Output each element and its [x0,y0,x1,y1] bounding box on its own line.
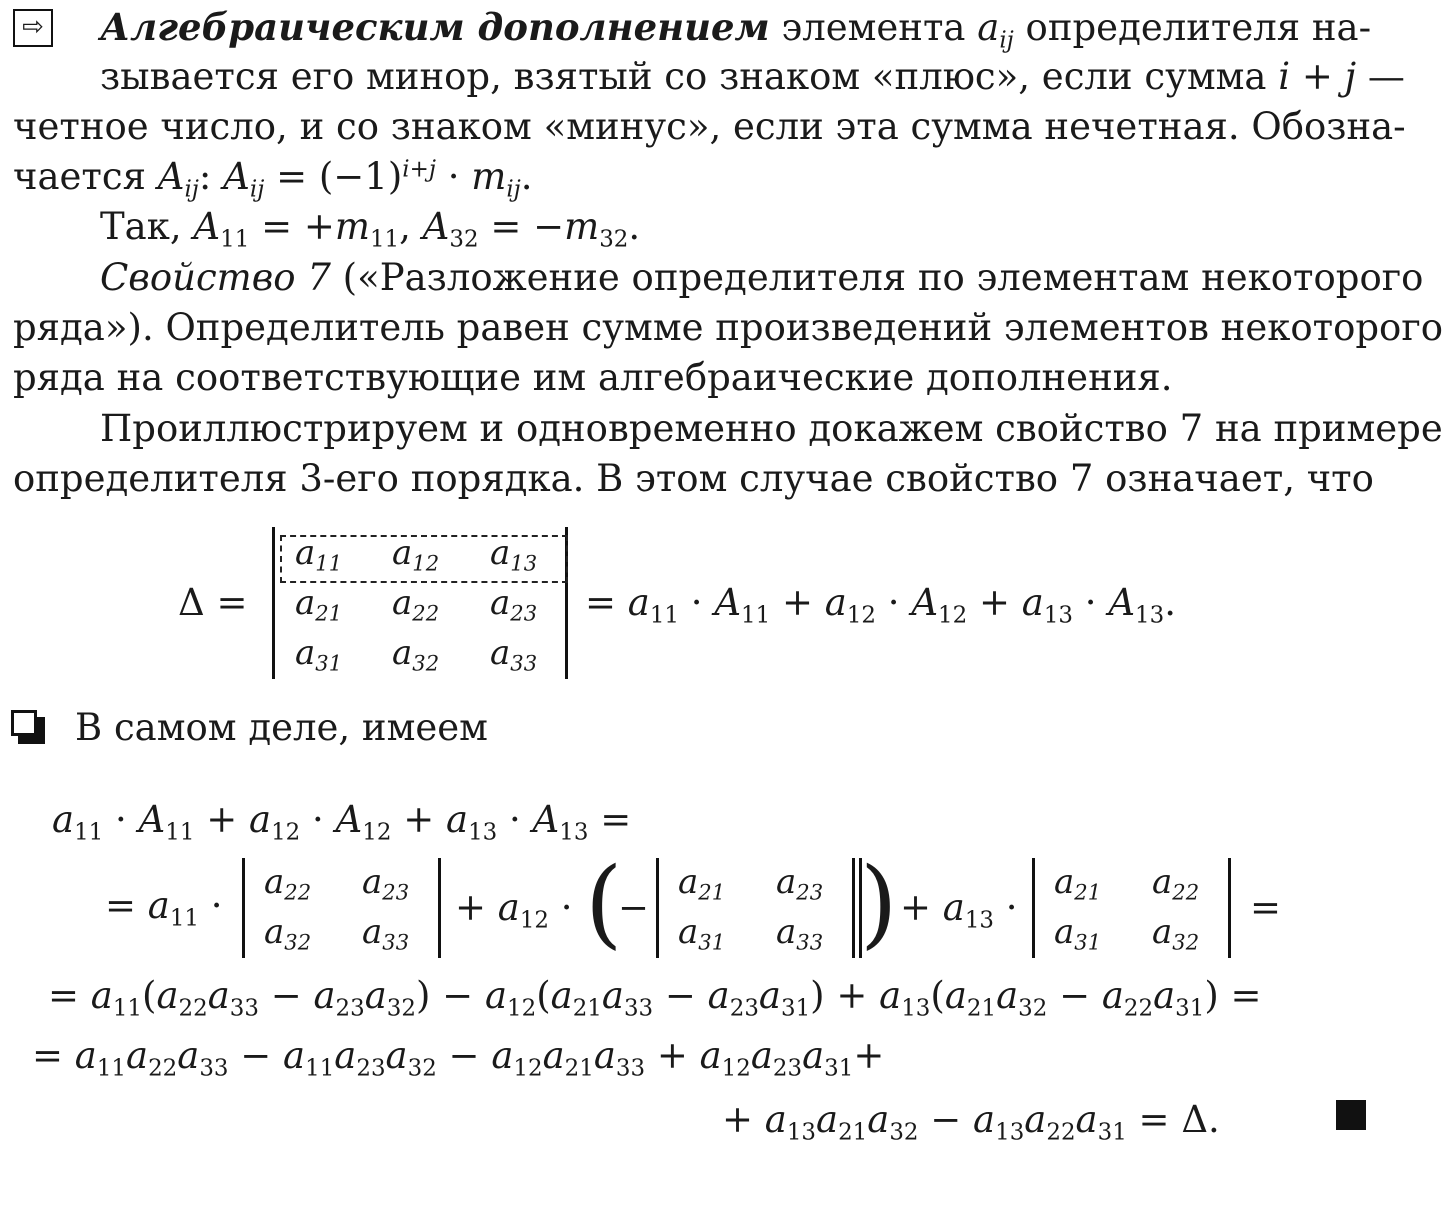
definition-line-1 [100,4,1372,54]
definition-text: элемента [781,6,966,49]
matrix-cell: $a_{33}$ [776,912,824,955]
formula: $a_{ij}$ [977,6,1014,54]
matrix-cell: $a_{32}$ [392,633,440,676]
formula: $A_{ij}$: $A_{ij} = (-1)^{i+j} \cdot m_{ij}$. [157,155,533,203]
matrix-cell: $a_{31}$ [295,633,343,676]
matrix-cell: $a_{21}$ [295,583,343,626]
property-text: («Разложение определителя по элементам некоторого [342,256,1424,299]
property-text: ряда»). Определитель равен сумме произведений элементов некоторого [13,306,1443,349]
matrix-cell: $a_{31}$ [678,912,726,955]
matrix-cell: $a_{32}$ [1152,912,1200,955]
property-line-3 [13,355,1173,401]
matrix-cell: $a_{31}$ [1054,912,1102,955]
proof-line-3: = $a_{11}(a_{22}a_{33} - a_{23}a_{32}) - a_{12}(a_{21}a_{33} - a_{23}a_{31}) + a_{13}(a_{21}a_{32} - a_{22}a_{31})$ = [48,974,1262,1022]
qed-icon [1336,1100,1366,1130]
definition-line-2: зывается его минор, взятый со знаком «плюс», если сумма i + j — [100,55,1405,98]
minor-12 [656,858,862,958]
definition-text: чается [13,155,146,198]
proof-line-1: $a_{11} \cdot A_{11} + a_{12} \cdot A_{12} + a_{13} \cdot A_{13}$ = [52,798,632,846]
minor-11 [242,858,446,958]
definition-line-5 [100,204,641,253]
matrix-cell: $a_{23}$ [490,583,538,626]
property-line-2 [13,305,1443,351]
definition-text: определителя на- [1025,6,1372,49]
determinant-3x3 [270,527,575,679]
matrix-cell: $a_{13}$ [490,533,538,576]
proof-line-5: + $a_{13}a_{21}a_{32} - a_{13}a_{22}a_{31} = \Delta$. [722,1098,1220,1146]
det-bar-left [272,527,275,679]
proof-intro-text: В самом деле, имеем [75,706,488,749]
property-text: ряда на соответствующие им алгебраические дополнения. [13,356,1173,399]
right-paren: ) [860,847,898,959]
proof-line-2-start: = $a_{11}$ · [105,884,223,932]
definition-line-3 [13,104,1406,150]
expansion-formula: = $a_{11} \cdot A_{11} + a_{12} \cdot A_{12} + a_{13} \cdot A_{13}$. [585,581,1176,629]
matrix-cell: $a_{33}$ [490,633,538,676]
left-paren: ( [585,847,623,959]
matrix-cell: $a_{23}$ [776,862,824,905]
definition-line-4 [13,154,533,203]
matrix-cell: $a_{33}$ [362,912,410,955]
matrix-cell: $a_{11}$ [295,533,343,576]
matrix-cell: $a_{32}$ [264,912,312,955]
property-title: Свойство 7 [100,256,331,299]
definition-text: Так, [100,205,182,248]
property-line-1 [100,255,1423,301]
illustration-line-2 [13,456,1374,502]
definition-text: зывается его минор, взятый со знаком «плюс», если сумма [100,55,1267,98]
illustration-text: Проиллюстрируем и одновременно докажем свойство 7 на примере [100,407,1443,450]
matrix-cell: $a_{22}$ [1152,862,1200,905]
matrix-cell: $a_{23}$ [362,862,410,905]
formula: $A_{11} = +m_{11}$, $A_{32} = -m_{32}$. [193,205,641,253]
matrix-cell: $a_{12}$ [392,533,440,576]
arrow-right-box-icon: ⇨ [13,9,53,47]
proof-intro [75,705,488,751]
equals-sign: = [1250,886,1282,929]
definition-term: Алгебраическим дополнением [100,5,770,49]
minus-sign: − [618,886,650,929]
definition-text: четное число, и со знаком «минус», если эта сумма нечетная. Обозна- [13,105,1406,148]
matrix-cell: $a_{21}$ [1054,862,1102,905]
matrix-cell: $a_{21}$ [678,862,726,905]
proof-line-2-end: + $a_{13}$ · [900,886,1018,934]
illustration-line-1 [100,406,1443,452]
delta-label: Δ = [178,581,248,624]
proof-line-4: = $a_{11}a_{22}a_{33} - a_{11}a_{23}a_{32} - a_{12}a_{21}a_{33} + a_{12}a_{23}a_{31}+$ [32,1034,885,1082]
formula: i + j [1278,55,1357,98]
matrix-cell: $a_{22}$ [264,862,312,905]
matrix-cell: $a_{22}$ [392,583,440,626]
illustration-text: определителя 3-его порядка. В этом случае свойство 7 означает, что [13,457,1374,500]
proof-line-2-mid: + $a_{12}$ · [455,886,573,934]
minor-13 [1032,858,1238,958]
proof-start-icon [11,710,45,744]
